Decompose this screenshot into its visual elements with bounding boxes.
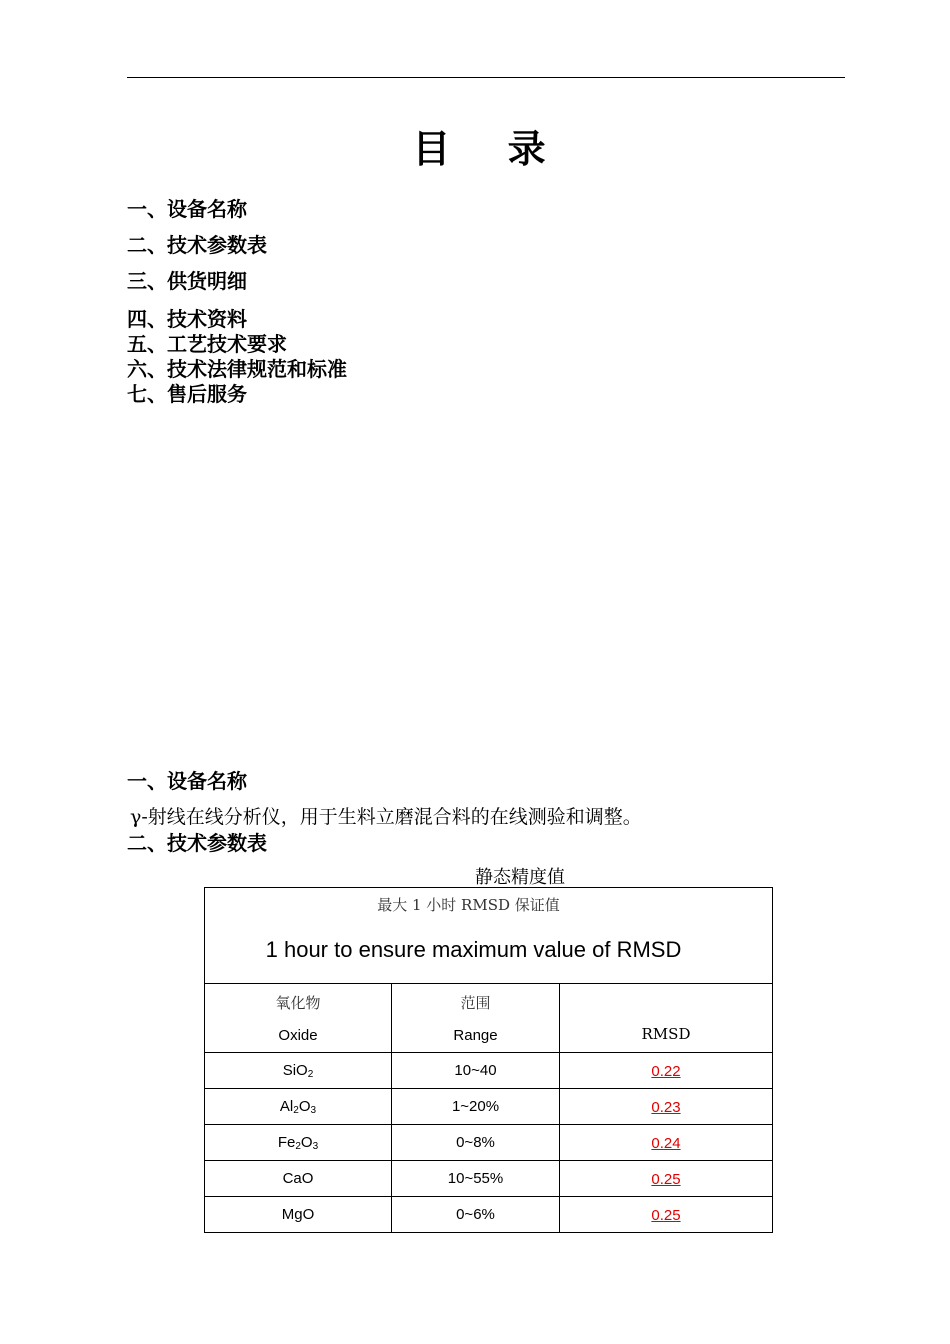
oxide-cell: CaO	[205, 1161, 392, 1197]
rmsd-value: 0.25	[651, 1207, 681, 1224]
toc-item-4: 四、技术资料	[127, 307, 247, 331]
table-row	[205, 1197, 773, 1233]
section-1-text: γ-射线在线分析仪，用于生料立磨混合料的在线测验和调整。	[130, 806, 642, 828]
col-rmsd: RMSD	[641, 1025, 691, 1043]
header-rule	[127, 77, 845, 78]
oxide-cell: SiO$_2$	[205, 1053, 392, 1089]
toc-item-1: 一、设备名称	[127, 197, 247, 221]
range-cell: 0~6%	[392, 1197, 560, 1233]
table-row	[205, 1161, 773, 1197]
table-row	[205, 1053, 773, 1089]
rmsd-value: 0.25	[651, 1171, 681, 1188]
col-range-en: Range	[453, 1027, 498, 1044]
range-cell: 10~55%	[392, 1161, 560, 1197]
toc-item-3: 三、供货明细	[127, 269, 247, 293]
rmsd-value: 0.24	[651, 1135, 681, 1152]
range-cell: 10~40	[392, 1053, 560, 1089]
toc-item-7: 七、售后服务	[127, 382, 247, 406]
oxide-cell: MgO	[205, 1197, 392, 1233]
oxide-cell: $Fe_2O_3$	[205, 1125, 392, 1161]
rmsd-value: 0.22	[651, 1063, 681, 1080]
header-cn: 最大 1 小时 RMSD 保证值	[377, 896, 560, 914]
page-title: 目 录	[412, 127, 568, 171]
rmsd-value: 0.23	[651, 1099, 681, 1116]
toc-item-5: 五、工艺技术要求	[127, 332, 287, 356]
section-2-heading: 二、技术参数表	[127, 831, 267, 855]
table-caption: 静态精度值	[475, 867, 565, 888]
toc-item-6: 六、技术法律规范和标准	[127, 357, 347, 381]
col-range-cn: 范围	[460, 994, 491, 1012]
toc-item-2: 二、技术参数表	[127, 233, 267, 257]
header-en: 1 hour to ensure maximum value of RMSD	[265, 937, 682, 962]
oxide-cell: $Al_2O_3$	[205, 1089, 392, 1125]
range-cell: 0~8%	[392, 1125, 560, 1161]
col-oxide-en: Oxide	[278, 1027, 318, 1044]
section-1-heading: 一、设备名称	[127, 769, 247, 793]
table-row	[205, 1089, 773, 1125]
rmsd-table	[204, 887, 773, 1233]
table-header-row	[205, 888, 773, 984]
col-oxide-cn: 氧化物	[275, 994, 321, 1012]
range-cell: 1~20%	[392, 1089, 560, 1125]
table-row	[205, 1125, 773, 1161]
column-header-row	[205, 984, 773, 1053]
